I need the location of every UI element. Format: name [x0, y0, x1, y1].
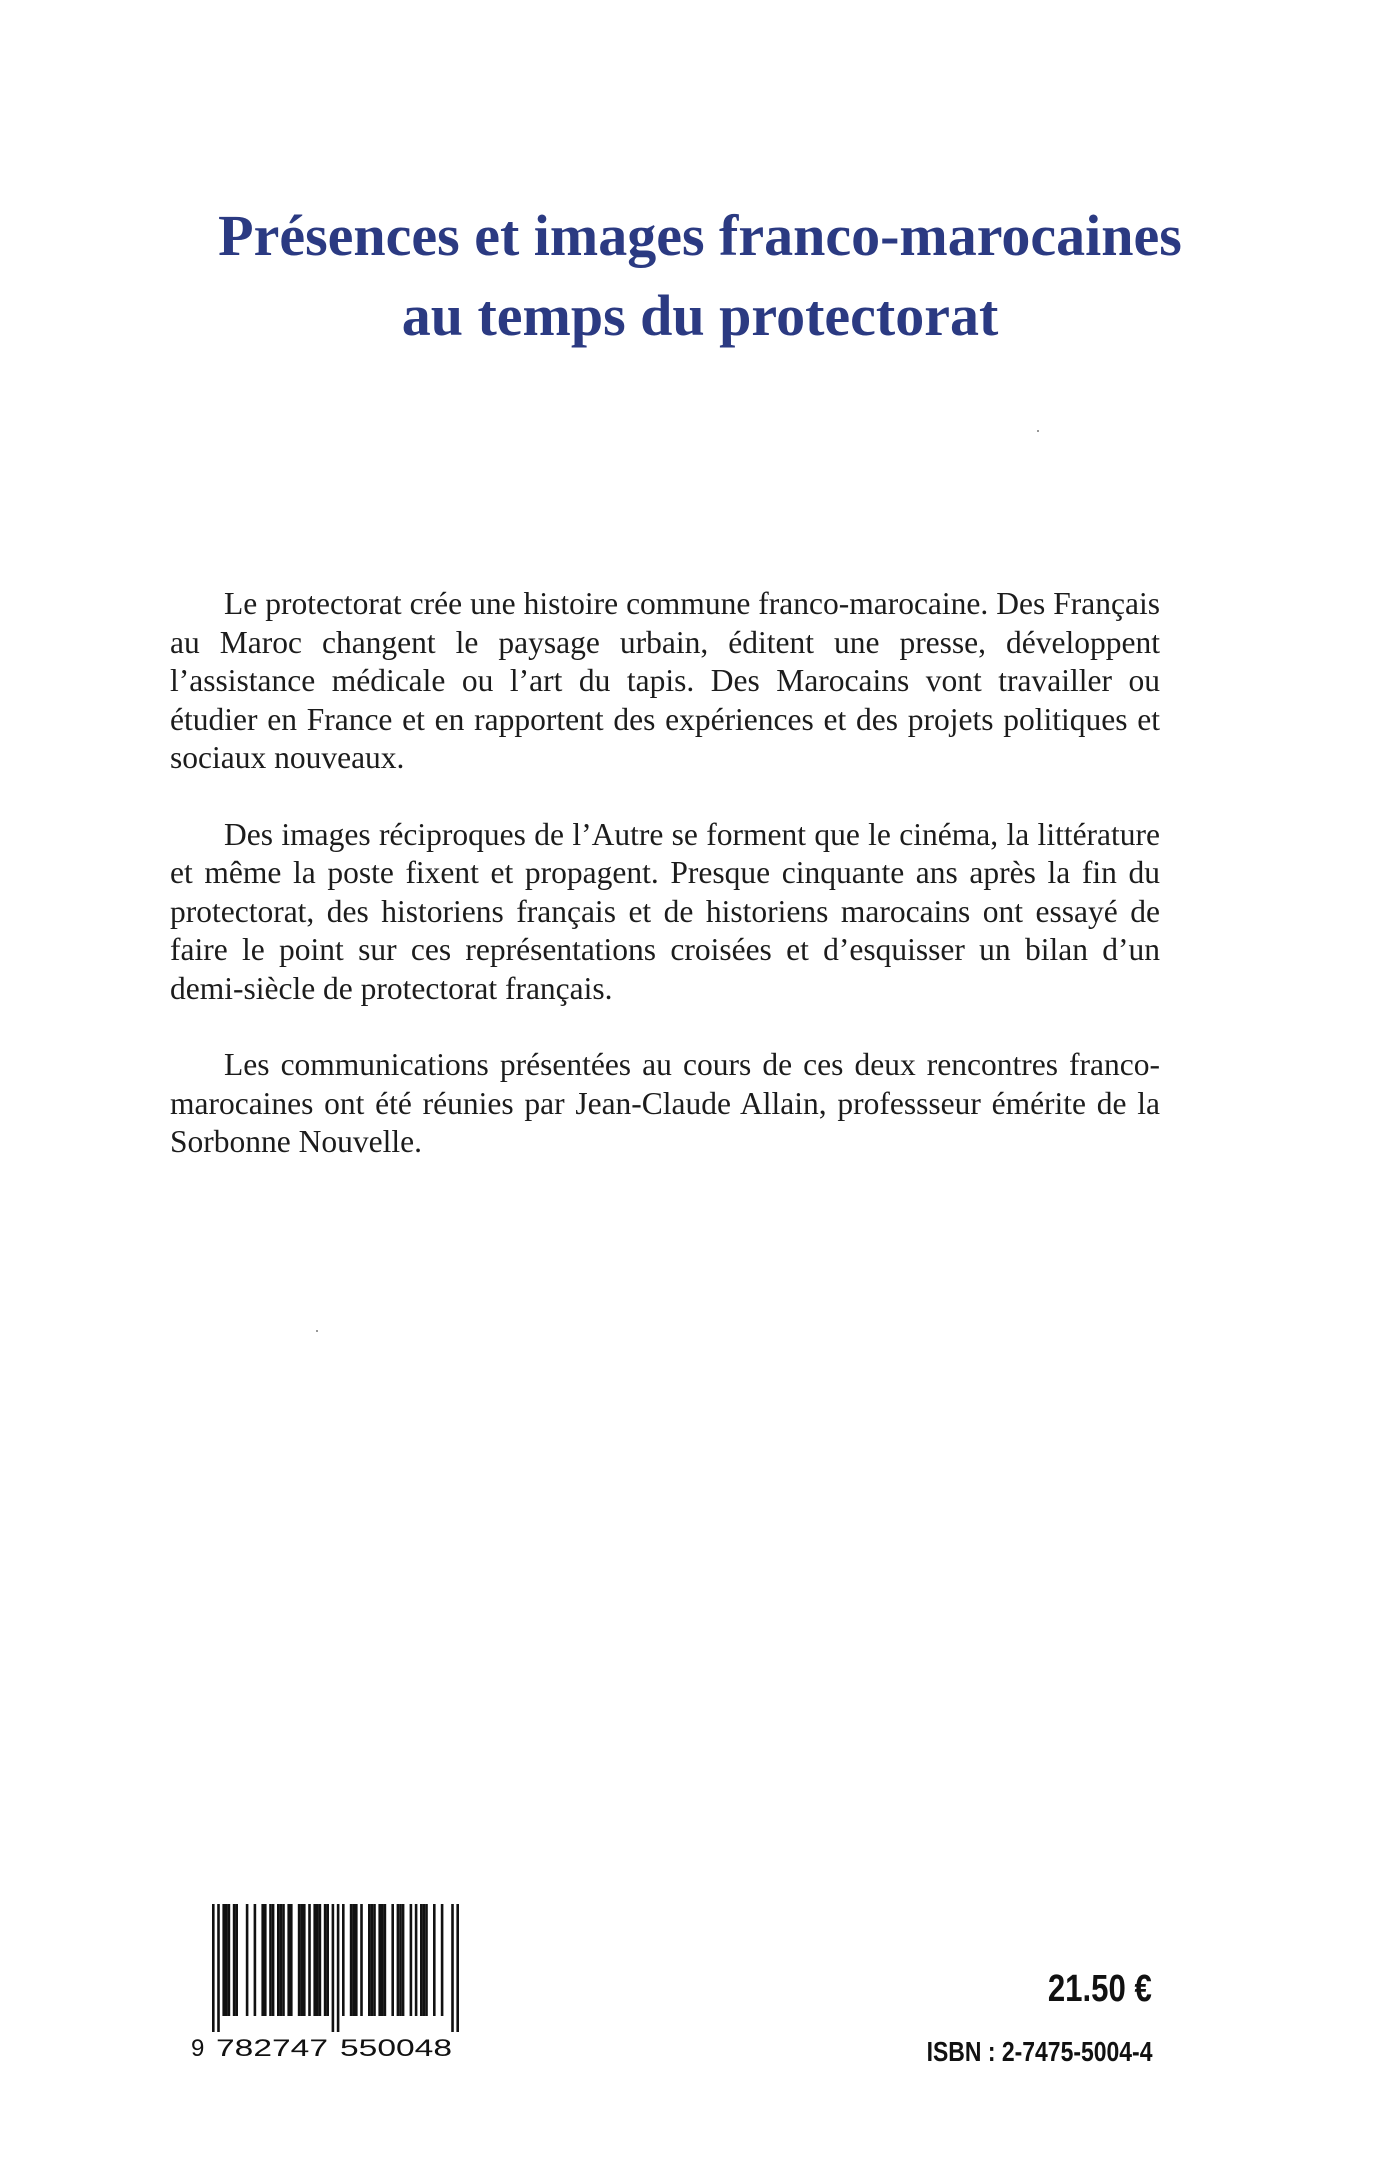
barcode-bar: [368, 1904, 371, 2016]
barcode-left-digits: 782747: [216, 2035, 328, 2062]
barcode-lead-digit: 9: [191, 2035, 205, 2062]
barcode-bar: [373, 1904, 376, 2016]
barcode-bar: [300, 1904, 303, 2016]
barcode-bar: [303, 1904, 306, 2016]
barcode-bar: [352, 1904, 355, 2016]
barcode-bar: [371, 1904, 374, 2016]
barcode-bar: [420, 1904, 423, 2016]
barcode-bars: [212, 1904, 459, 2032]
barcode-bar: [290, 1904, 293, 2016]
barcode-bar: [433, 1904, 436, 2016]
barcode-right-digits: 550048: [340, 2035, 452, 2062]
barcode-bar: [319, 1904, 322, 2016]
blurb-paragraph-2: Des images réciproques de l’Autre se forment que le cinéma, la littérature et même la poste fixent et propagent. Presque cinquante ans après la fin du protectorat, des historiens français et de historiens marocains ont essayé de faire le point sur ces représentations croisées et d’esquisser un bilan d’un demi-siècle de protectorat français.: [170, 816, 1160, 1006]
barcode-bar: [287, 1904, 290, 2016]
barcode-bar: [378, 1904, 381, 2016]
barcode-bar: [350, 1904, 353, 2016]
barcode-bar: [355, 1904, 358, 2016]
barcode-bar: [402, 1904, 405, 2016]
blurb-paragraph-3: Les communications présentées au cours de ces deux rencontres franco-marocaines ont été réunies par Jean-Claude Allain, professseur émérite de la Sorbonne Nouvelle.: [170, 1047, 1160, 1159]
barcode-bar: [456, 1904, 459, 2032]
speck: [316, 1330, 318, 1332]
barcode-bar: [254, 1904, 257, 2016]
barcode-bar: [212, 1904, 215, 2032]
barcode-bar: [308, 1904, 311, 2016]
barcode-bar: [272, 1904, 275, 2016]
barcode-bar: [222, 1904, 225, 2016]
barcode-bar: [246, 1904, 249, 2016]
barcode: [188, 1898, 470, 2066]
barcode-bar: [381, 1904, 384, 2016]
barcode-bar: [228, 1904, 231, 2016]
speck: [1037, 430, 1039, 432]
barcode-bar: [316, 1904, 319, 2016]
barcode-bar: [261, 1904, 264, 2016]
barcode-bar: [410, 1904, 413, 2016]
barcode-bar: [415, 1904, 418, 2016]
barcode-bar: [269, 1904, 272, 2016]
barcode-bar: [233, 1904, 236, 2016]
barcode-bar: [423, 1904, 426, 2016]
title-line-1: Présences et images franco-marocaines: [218, 203, 1182, 268]
barcode-bar: [332, 1904, 335, 2032]
barcode-bar: [235, 1904, 238, 2016]
barcode-bar: [342, 1904, 345, 2016]
barcode-bar: [324, 1904, 327, 2016]
barcode-bar: [280, 1904, 283, 2016]
barcode-bar: [264, 1904, 267, 2016]
barcode-bar: [313, 1904, 316, 2016]
blurb-paragraph-1: Le protectorat crée une histoire commune franco-marocaine. Des Français au Maroc changent le paysage urbain, éditent une presse, développent l’assistance médicale ou l’art du tapis. Des Marocains vont travailler ou étudier en France et en rapportent des expériences et des projets politiques et sociaux nouveaux.: [170, 586, 1160, 775]
barcode-bar: [277, 1904, 280, 2016]
barcode-bar: [282, 1904, 285, 2016]
barcode-bar: [360, 1904, 363, 2016]
isbn: ISBN : 2-7475-5004-4: [926, 2036, 1152, 2067]
barcode-bar: [399, 1904, 402, 2016]
barcode-bar: [397, 1904, 400, 2016]
barcode-bar: [225, 1904, 228, 2016]
barcode-bar: [337, 1904, 340, 2032]
barcode-bar: [298, 1904, 301, 2016]
book-title: [0, 196, 1400, 356]
blurb: [170, 585, 1160, 1200]
price: 21.50 €: [1048, 1968, 1152, 2010]
barcode-bar: [441, 1904, 444, 2016]
barcode-bar: [425, 1904, 428, 2016]
barcode-bar: [391, 1904, 394, 2016]
barcode-bar: [384, 1904, 387, 2016]
barcode-bar: [451, 1904, 454, 2032]
barcode-bar: [217, 1904, 220, 2032]
barcode-bar: [326, 1904, 329, 2016]
title-line-2: au temps du protectorat: [401, 283, 999, 348]
